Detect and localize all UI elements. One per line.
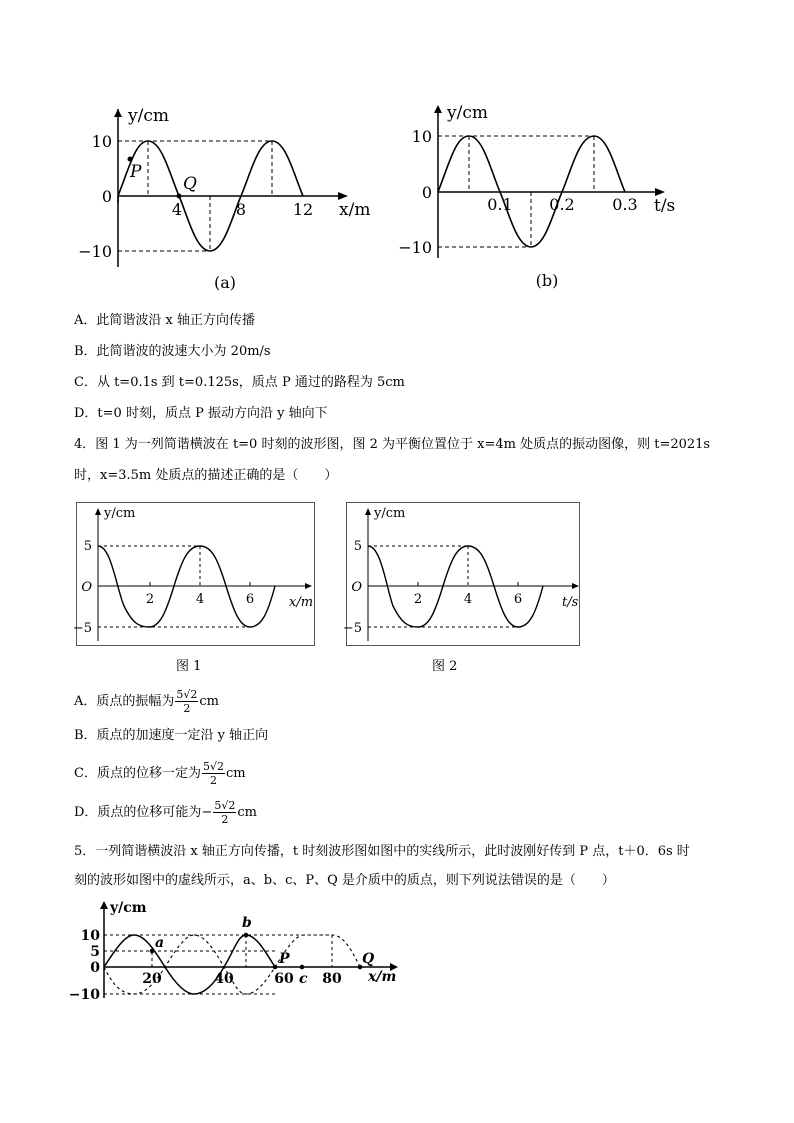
point-a-label: a <box>155 935 165 951</box>
y-tick: 5 <box>90 944 100 960</box>
x-tick: 6 <box>245 592 255 607</box>
x-tick: 4 <box>463 592 473 607</box>
x-tick: 6 <box>513 592 523 607</box>
x-tick: 0.2 <box>549 195 575 214</box>
x-axis-arrow <box>655 188 665 196</box>
y-axis-label: y/cm <box>374 506 406 521</box>
q4-option-a[interactable] <box>74 688 219 715</box>
x-tick: 40 <box>214 971 234 987</box>
x-tick: 0.1 <box>487 195 513 214</box>
point-q-label: Q <box>183 174 197 194</box>
fraction-numerator: 5√2 <box>176 688 198 701</box>
y-tick: −5 <box>72 621 92 636</box>
fraction-denominator: 2 <box>221 813 229 826</box>
figure-b-vibration-graph <box>395 95 695 305</box>
y-axis-arrow <box>434 105 442 113</box>
x-tick: 60 <box>274 971 294 987</box>
point-b-marker <box>244 933 249 938</box>
y-tick: 0 <box>90 960 100 976</box>
x-tick: 0.3 <box>612 195 638 214</box>
q4-figure-2-vibration-graph <box>342 502 596 647</box>
q4-figure-1-caption: 图 1 <box>176 659 202 674</box>
point-p-marker <box>128 157 133 162</box>
x-tick: 8 <box>235 200 247 219</box>
y-tick: 0 <box>101 187 112 206</box>
point-c-marker <box>300 965 305 970</box>
x-tick: 2 <box>413 592 423 607</box>
figure-caption: (a) <box>213 273 237 292</box>
unit: cm <box>225 766 246 781</box>
point-b-label: b <box>242 915 252 931</box>
q4-stem-line2: 时，x=3.5m 处质点的描述正确的是（ ） <box>74 468 338 483</box>
y-tick: −10 <box>68 987 100 1003</box>
y-tick: −10 <box>78 242 112 261</box>
option-text: C．质点的位移一定为 <box>74 766 201 781</box>
origin-label: O <box>351 580 362 595</box>
y-tick: −10 <box>398 238 432 257</box>
y-axis-label: y/cm <box>128 106 169 126</box>
x-axis-label: t/s <box>654 196 676 216</box>
x-axis-label: t/s <box>562 595 579 610</box>
figure-frame <box>77 503 315 646</box>
fraction <box>175 688 198 715</box>
y-tick: −5 <box>342 621 362 636</box>
q4-option-d[interactable] <box>74 799 257 826</box>
q4-stem-line1: 4．图 1 为一列简谐横波在 t=0 时刻的波形图，图 2 为平衡位置位于 x=4m 处质点的振动图像，则 t=2021s <box>74 437 711 452</box>
wave-solid-curve <box>104 935 275 994</box>
x-tick: 20 <box>142 971 162 987</box>
x-axis-label: x/m <box>368 969 397 985</box>
q5-stem-line2: 刻的波形如图中的虚线所示，a、b、c、P、Q 是介质中的质点，则下列说法错误的是（ ） <box>74 873 615 888</box>
y-tick: 10 <box>80 928 100 944</box>
x-axis-label: x/m <box>289 595 314 610</box>
x-tick: 80 <box>322 971 342 987</box>
fraction-denominator: 2 <box>183 702 191 715</box>
q3-option-a[interactable]: A．此简谐波沿 x 轴正方向传播 <box>74 313 255 328</box>
unit: cm <box>237 805 257 820</box>
q3-option-d[interactable]: D．t=0 时刻，质点 P 振动方向沿 y 轴向下 <box>74 406 328 421</box>
q4-option-c[interactable] <box>74 760 246 787</box>
point-p-label: P <box>130 162 142 182</box>
minus-sign: − <box>201 805 213 820</box>
option-text: A．质点的振幅为 <box>74 694 175 709</box>
fraction <box>202 760 225 787</box>
q4-option-b[interactable]: B．质点的加速度一定沿 y 轴正向 <box>74 728 269 743</box>
x-axis-label: x/m <box>339 200 371 220</box>
q3-option-c[interactable]: C．从 t=0.1s 到 t=0.125s，质点 P 通过的路程为 5cm <box>74 375 405 390</box>
q4-figure-2-caption: 图 2 <box>432 659 458 674</box>
y-tick: 10 <box>91 132 112 151</box>
figure-a-wave-graph <box>70 95 380 305</box>
x-tick: 4 <box>195 592 205 607</box>
point-q-marker <box>177 194 182 199</box>
y-tick: 5 <box>83 539 92 554</box>
y-tick: 0 <box>421 183 432 202</box>
fraction-numerator: 5√2 <box>214 799 236 812</box>
y-axis-label: y/cm <box>110 900 147 916</box>
y-axis-label: y/cm <box>447 103 488 123</box>
point-p-label: P <box>279 951 290 967</box>
y-tick: 5 <box>353 539 362 554</box>
point-a-marker <box>150 949 155 954</box>
option-text: D．质点的位移可能为 <box>74 805 202 820</box>
figure-frame <box>347 503 580 646</box>
figure-caption: (b) <box>535 271 559 290</box>
fraction-numerator: 5√2 <box>202 760 224 773</box>
x-axis-arrow <box>338 192 348 200</box>
q3-option-b[interactable]: B．此简谐波的波速大小为 20m/s <box>74 344 271 359</box>
x-tick: 4 <box>171 200 183 219</box>
point-p-marker <box>273 965 278 970</box>
y-axis-label: y/cm <box>104 506 136 521</box>
point-q-label: Q <box>362 951 375 967</box>
point-c-label: c <box>299 971 308 987</box>
q4-figure-1-wave-graph <box>72 502 326 647</box>
x-tick: 2 <box>145 592 155 607</box>
x-tick: 12 <box>292 200 314 219</box>
fraction-denominator: 2 <box>209 774 217 787</box>
unit: cm <box>199 694 220 709</box>
fraction <box>213 799 236 826</box>
y-tick: 10 <box>411 127 432 146</box>
q5-wave-graph <box>70 895 410 1010</box>
y-axis-arrow <box>114 109 122 117</box>
q5-stem-line1: 5．一列简谐横波沿 x 轴正方向传播，t 时刻波形图如图中的实线所示，此时波刚好传到 P 点，t＋0．6s 时 <box>74 844 690 859</box>
origin-label: O <box>81 580 92 595</box>
